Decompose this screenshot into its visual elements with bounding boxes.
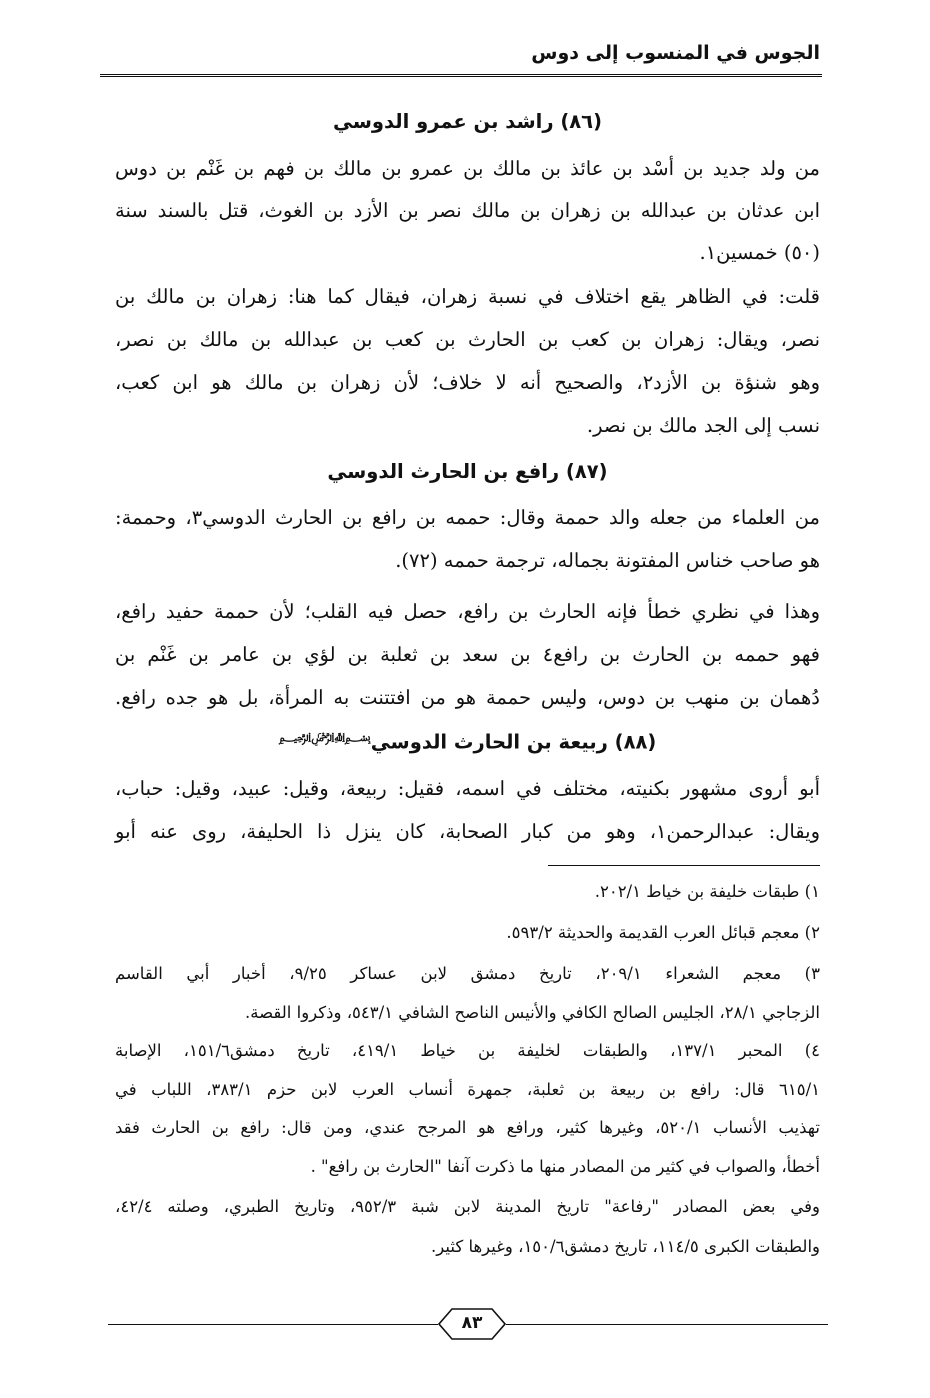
footnote-5-line-1: وفي بعض المصادر "رفاعة" تاريخ المدينة لابن شبة ٩٥٢/٣، وتاريخ الطبري، وصلته ٤٢/٤،: [115, 1197, 820, 1216]
entry-87-line-1: من العلماء من جعله والد حممة وقال: حممه بن رافع بن الحارث الدوسي٣، وحممة:: [115, 506, 820, 529]
page-number: ٨٣: [461, 1313, 483, 1333]
entry-86-line-7: نسب إلى الجد مالك بن نصر.: [586, 414, 820, 437]
entry-86-line-2: ابن عدثان بن عبدالله بن زهران بن مالك نصر بن الأزد بن الغوث، قتل بالسند سنة: [115, 199, 820, 222]
entry-88-line-2: ويقال: عبدالرحمن١، وهو من كبار الصحابة، كان ينزل ذا الحليفة، روى عنه أبو: [115, 820, 820, 843]
footer-rule-left: [108, 1324, 438, 1325]
entry-88-heading-text: (٨٨) ربيعة بن الحارث الدوسي: [370, 730, 657, 754]
entry-86-line-5: نصر، ويقال: زهران بن كعب بن الحارث بن كعب بن عبدالله بن مالك بن نصر،: [115, 328, 820, 351]
footnote-2: ٢) معجم قبائل العرب القديمة والحديثة ٥٩٣/٢.: [506, 923, 820, 942]
entry-86-line-1: من ولد جديد بن أسْد بن عائذ بن مالك بن عمرو بن مالك بن فهم بن غَنْم بن دوس: [115, 157, 820, 180]
entry-86-heading: (٨٦) راشد بن عمرو الدوسي: [333, 110, 602, 133]
entry-88-heading: [115, 728, 820, 754]
footer-rule-right: [506, 1324, 828, 1325]
entry-86-line-6: وهو شنؤة بن الأزد٢، والصحيح أنه لا خلاف؛ لأن زهران بن مالك هو ابن كعب،: [115, 371, 820, 394]
entry-87-line-3: وهذا في نظري خطأ فإنه الحارث بن رافع، حصل فيه القلب؛ لأن حممة حفيد رافع،: [115, 600, 820, 623]
entry-87-line-5: دُهمان بن منهب بن دوس، وليس حممة هو من افتتنت به المرأة، بل هو جده رافع.: [115, 686, 820, 709]
entry-88-line-1: أبو أروى مشهور بكنيته، مختلف في اسمه، فقيل: ربيعة، وقيل: عبيد، وقيل: حباب،: [115, 777, 820, 800]
footnote-3-line-2: الزجاجي ٢٨/١، الجليس الصالح الكافي والأنيس الناصح الشافي ٥٤٣/١، وذكروا القصة.: [245, 1003, 820, 1022]
footnote-4-line-4: أخطأ، والصواب في كثير من المصادر منها ما ذكرت آنفا "الحارث بن رافع" .: [310, 1157, 820, 1176]
entry-86-line-3: (٥٠) خمسين١.: [699, 241, 820, 264]
footnote-1: ١) طبقات خليفة بن خياط ٢٠٢/١.: [594, 882, 820, 901]
entry-87-heading: (٨٧) رافع بن الحارث الدوسي: [327, 460, 608, 483]
entry-87-line-4: فهو حممه بن الحارث بن رافع٤ بن سعد بن ثعلبة بن لؤي بن عامر بن غَنْم بن: [115, 643, 820, 666]
footnote-5-line-2: والطبقات الكبرى ١١٤/٥، تاريخ دمشق١٥٠/٦، وغيرها كثير.: [431, 1237, 820, 1256]
header-double-rule: [100, 74, 822, 77]
radiyallahu-anhu-icon: ﷽: [278, 730, 371, 744]
footnote-separator: [548, 865, 820, 866]
running-head-title: الجوس في المنسوب إلى دوس: [531, 42, 820, 64]
footnote-4-line-2: ٦١٥/١ قال: رافع بن ربيعة بن ثعلبة، جمهرة أنساب العرب لابن حزم ٣٨٣/١، اللباب في: [115, 1080, 820, 1099]
footnote-3-line-1: ٣) معجم الشعراء ٢٠٩/١، تاريخ دمشق لابن عساكر ٩/٢٥، أخبار أبي القاسم: [115, 964, 820, 983]
footnote-4-line-3: تهذيب الأنساب ٥٢٠/١، وغيرها كثير، ورافع هو المرجح عندي، ومن قال: رافع بن الحارث فقد: [115, 1118, 820, 1137]
page-number-badge: [438, 1308, 506, 1340]
footnote-4-line-1: ٤) المحبر ١٣٧/١، والطبقات لخليفة بن خياط ٤١٩/١، تاريخ دمشق١٥١/٦، الإصابة: [115, 1041, 821, 1060]
entry-86-line-4: قلت: في الظاهر يقع اختلاف في نسبة زهران، فيقال كما هنا: زهران بن مالك بن: [115, 285, 820, 308]
entry-87-line-2: هو صاحب خناس المفتونة بجماله، ترجمة حممه (٧٢).: [395, 549, 820, 572]
